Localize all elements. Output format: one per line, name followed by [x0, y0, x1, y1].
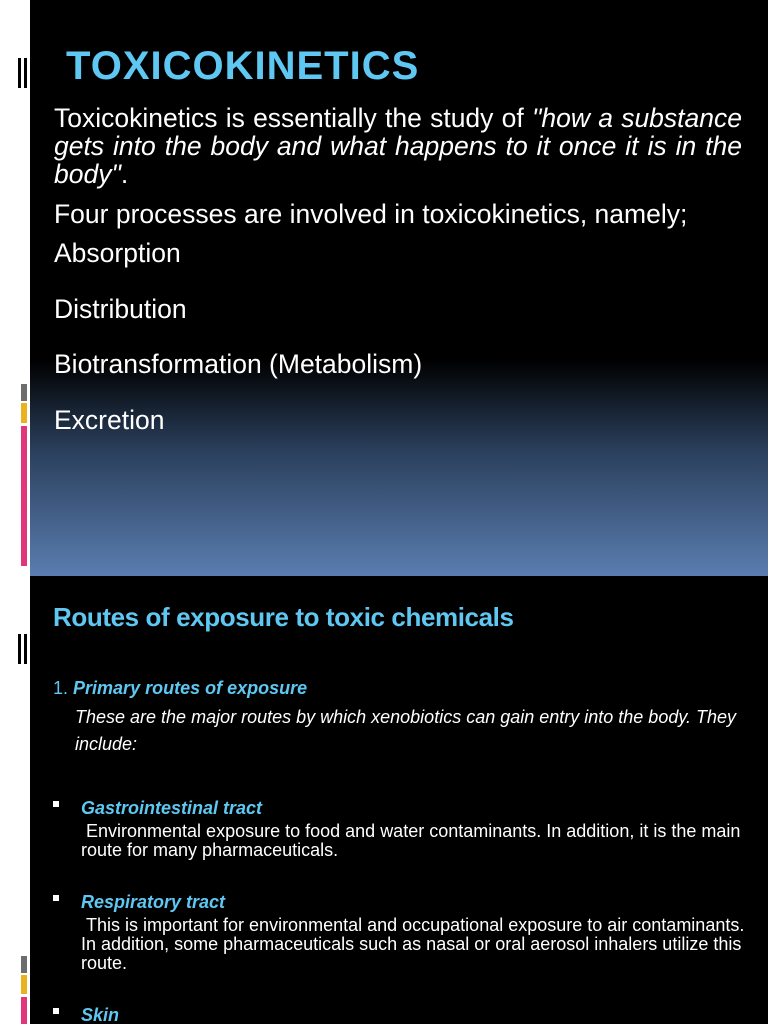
- decorative-bar: [21, 997, 27, 1024]
- process-item: Distribution: [54, 293, 187, 324]
- decorative-bar: [21, 975, 27, 994]
- decorative-bar: [24, 634, 27, 664]
- route-item: [53, 1003, 753, 1024]
- route-item: [53, 796, 753, 860]
- slide-routes-of-exposure: [0, 576, 768, 1024]
- primary-routes-label: Primary routes of exposure: [73, 678, 308, 698]
- decorative-bar: [24, 58, 27, 88]
- process-item: Absorption: [54, 238, 181, 268]
- decorative-bar: [21, 384, 27, 401]
- intro-text: Toxicokinetics is essentially the study of: [54, 103, 532, 133]
- bullet-icon: [53, 895, 59, 901]
- primary-routes-heading: [53, 676, 753, 700]
- slide-body: [54, 104, 742, 461]
- route-description: This is important for environmental and occupational exposure to air contaminants. In addition, some pharmaceuticals such as nasal or oral aerosol inhalers utilize this route.: [81, 915, 745, 973]
- route-item: [53, 890, 753, 973]
- decorative-bar: [18, 634, 21, 664]
- intro-quote: "how a substance gets into the body and what happens to it once it is in the body": [54, 103, 742, 189]
- primary-routes-description: These are the major routes by which xenobiotics can gain entry into the body. They include:: [75, 707, 737, 754]
- decorative-bar: [21, 426, 27, 566]
- slide-body: [53, 676, 753, 1024]
- bullet-icon: [53, 1008, 59, 1014]
- route-description: Environmental exposure to food and water contaminants. In addition, it is the main route for many pharmaceuticals.: [81, 821, 741, 860]
- list-number: 1.: [53, 678, 69, 698]
- slide-title: TOXICOKINETICS: [66, 44, 420, 88]
- route-name: Respiratory tract: [81, 892, 226, 912]
- route-name: Skin: [81, 1005, 120, 1024]
- processes-intro: Four processes are involved in toxicokinetics, namely;: [54, 199, 688, 229]
- process-item: Excretion: [54, 404, 165, 435]
- process-item: Biotransformation (Metabolism): [54, 349, 423, 379]
- intro-end: .: [120, 159, 129, 189]
- decorative-bar: [18, 58, 21, 88]
- decorative-bar: [21, 956, 27, 973]
- intro-paragraph: [54, 104, 742, 188]
- bullet-icon: [53, 801, 59, 807]
- decorative-bar: [21, 403, 27, 423]
- slide-title: Routes of exposure to toxic chemicals: [53, 602, 514, 632]
- route-name: Gastrointestinal tract: [81, 798, 263, 818]
